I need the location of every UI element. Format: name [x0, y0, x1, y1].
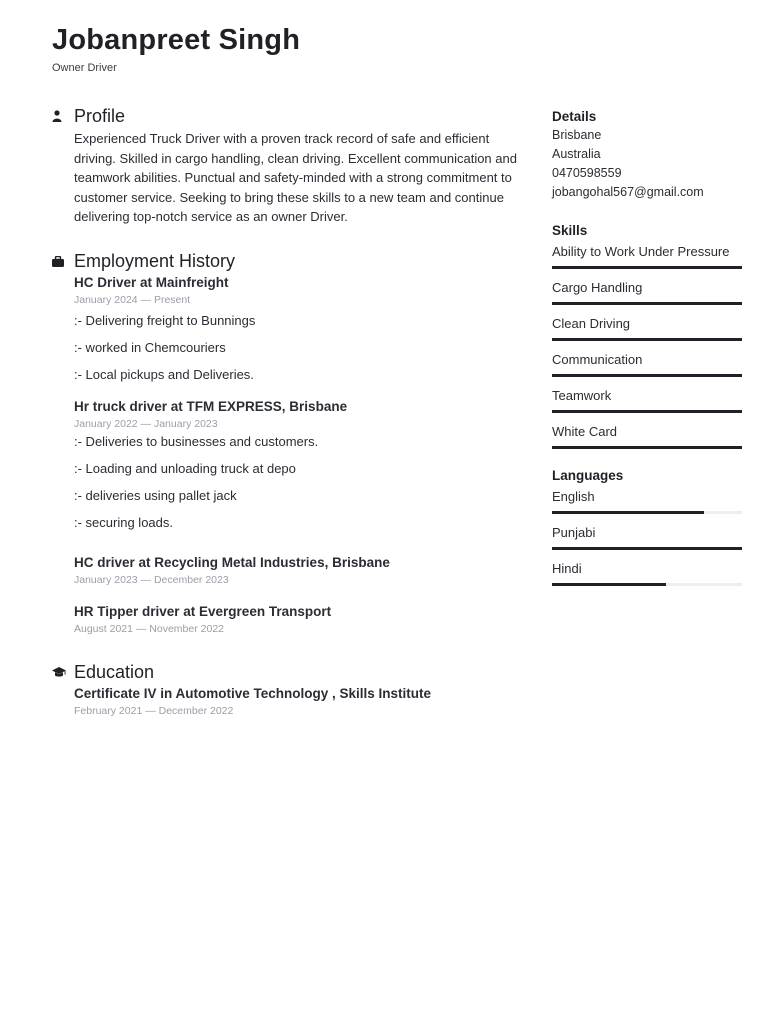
details-section [552, 108, 742, 202]
employment-section [52, 250, 522, 636]
employment-heading: Employment History [74, 251, 236, 271]
person-icon [52, 104, 74, 128]
education-date: February 2021 — December 2022 [74, 704, 234, 717]
language-item [552, 487, 742, 514]
job-title: HC driver at Recycling Metal Industries, Brisbane [74, 554, 390, 570]
languages-heading: Languages [552, 468, 624, 483]
skill-label: Ability to Work Under Pressure [552, 244, 730, 259]
skill-item [552, 386, 742, 413]
level-bar-fill [552, 338, 742, 341]
languages-list [552, 487, 742, 586]
skill-item [552, 242, 742, 269]
job-date: January 2024 — Present [74, 293, 191, 306]
level-bar-fill [552, 266, 742, 269]
skill-label: Communication [552, 352, 643, 367]
level-bar-track [552, 511, 742, 514]
education-heading: Education [74, 662, 155, 682]
candidate-role: Owner Driver [52, 62, 117, 74]
level-bar-fill [552, 547, 742, 550]
graduation-cap-icon [52, 661, 74, 685]
details-heading: Details [552, 109, 597, 124]
sidebar [552, 108, 742, 586]
details-email: jobangohal567@gmail.com [552, 185, 704, 199]
candidate-name: Jobanpreet Singh [52, 24, 301, 56]
skill-item [552, 422, 742, 449]
language-label: English [552, 489, 595, 504]
skill-item [552, 314, 742, 341]
skills-section [552, 222, 742, 449]
skills-heading: Skills [552, 223, 588, 238]
skills-list [552, 242, 742, 449]
skill-label: Cargo Handling [552, 280, 643, 295]
level-bar-track [552, 374, 742, 377]
briefcase-icon [52, 250, 74, 274]
job-date: January 2023 — December 2023 [74, 573, 229, 586]
skill-label: Clean Driving [552, 316, 631, 331]
job-bullet: :- deliveries using pallet jack [74, 487, 237, 503]
education-list [74, 685, 522, 718]
education-title: Certificate IV in Automotive Technology , Skills Institute [74, 685, 432, 701]
language-label: Hindi [552, 561, 582, 576]
skill-label: White Card [552, 424, 618, 439]
language-item [552, 559, 742, 586]
job-entry [74, 274, 522, 384]
job-list [74, 274, 522, 636]
level-bar-track [552, 302, 742, 305]
skill-item [552, 350, 742, 377]
level-bar-track [552, 583, 742, 586]
profile-summary: Experienced Truck Driver with a proven track record of safe and efficient driving. Skilled in cargo handling, clean driving. Excellent communication and teamwork abilities. Punctual and safety-minded with a strong commitment to customer service. Seeking to bring these skills to a new team and continue delivering top-notch service as an owner Driver. [74, 131, 517, 224]
profile-heading: Profile [74, 105, 126, 126]
details-phone: 0470598559 [552, 166, 622, 180]
job-bullet: :- securing loads. [74, 514, 173, 530]
level-bar-track [552, 446, 742, 449]
skill-item [552, 278, 742, 305]
level-bar-fill [552, 583, 666, 586]
job-title: HR Tipper driver at Evergreen Transport [74, 603, 332, 619]
job-bullet: :- Delivering freight to Bunnings [74, 312, 256, 328]
job-bullet: :- Local pickups and Deliveries. [74, 366, 254, 382]
main-column [52, 104, 522, 718]
job-title: Hr truck driver at TFM EXPRESS, Brisbane [74, 398, 348, 414]
language-label: Punjabi [552, 525, 596, 540]
level-bar-track [552, 410, 742, 413]
job-bullet: :- Loading and unloading truck at depo [74, 460, 296, 476]
profile-section [52, 104, 522, 227]
level-bar-fill [552, 302, 742, 305]
level-bar-fill [552, 410, 742, 413]
level-bar-fill [552, 446, 742, 449]
education-section [52, 661, 522, 718]
details-city: Brisbane [552, 128, 602, 142]
level-bar-fill [552, 374, 742, 377]
details-country: Australia [552, 147, 601, 161]
job-title: HC Driver at Mainfreight [74, 274, 229, 290]
job-bullet: :- Deliveries to businesses and customers. [74, 433, 319, 449]
level-bar-track [552, 266, 742, 269]
level-bar-track [552, 338, 742, 341]
language-item [552, 523, 742, 550]
job-entry [74, 554, 522, 587]
level-bar-fill [552, 511, 704, 514]
job-date: August 2021 — November 2022 [74, 622, 225, 635]
level-bar-track [552, 547, 742, 550]
languages-section [552, 467, 742, 586]
job-bullet: :- worked in Chemcouriers [74, 339, 226, 355]
job-entry [74, 603, 522, 636]
job-date: January 2022 — January 2023 [74, 417, 218, 430]
skill-label: Teamwork [552, 388, 612, 403]
job-entry [74, 398, 522, 532]
